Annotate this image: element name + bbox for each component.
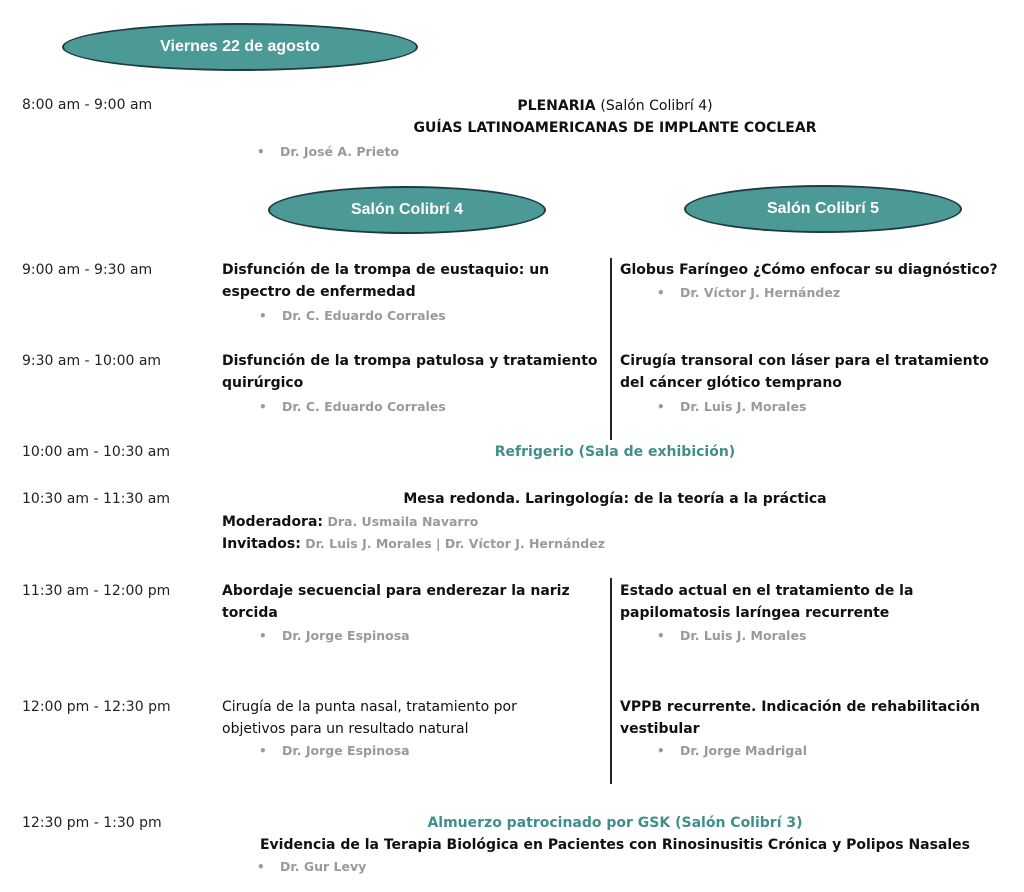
block1-left-title: Disfunción de la trompa de eustaquio: un espectro de enfermedad xyxy=(222,262,550,300)
bullet-icon: • xyxy=(259,629,267,643)
block2-right-speaker: Dr. Luis J. Morales xyxy=(680,399,807,414)
block3-right-speaker: Dr. Luis J. Morales xyxy=(680,628,807,643)
block3-left-speaker: Dr. Jorge Espinosa xyxy=(282,628,410,643)
block3-left-title: Abordaje secuencial para enderezar la nariz torcida xyxy=(222,583,570,621)
block2-left-speaker: Dr. C. Eduardo Corrales xyxy=(282,399,446,414)
bullet-icon: • xyxy=(657,400,665,414)
plenary-speaker: Dr. José A. Prieto xyxy=(280,144,400,159)
column-divider xyxy=(610,578,612,784)
block2-right-title: Cirugía transoral con láser para el tratamiento del cáncer glótico temprano xyxy=(620,353,989,391)
time-plenary: 8:00 am - 9:00 am xyxy=(22,97,153,113)
block1-left-speaker: Dr. C. Eduardo Corrales xyxy=(282,308,446,323)
block2-left-title: Disfunción de la trompa patulosa y tratamiento quirúrgico xyxy=(222,353,598,391)
time-roundtable: 10:30 am - 11:30 am xyxy=(22,491,170,507)
bullet-icon: • xyxy=(657,629,665,643)
time-break: 10:00 am - 10:30 am xyxy=(22,444,170,460)
block4-right-speaker-line xyxy=(620,743,807,758)
day-header-badge xyxy=(62,23,418,71)
block4-right-title: VPPB recurrente. Indicación de rehabilitación vestibular xyxy=(620,699,980,737)
break-label: Refrigerio (Sala de exhibición) xyxy=(494,444,736,460)
plenary-room: (Salón Colibrí 4) xyxy=(600,98,713,114)
block1-right-speaker: Dr. Víctor J. Hernández xyxy=(680,285,841,300)
block1-right-title: Globus Faríngeo ¿Cómo enfocar su diagnóstico? xyxy=(620,262,998,278)
guests-names: Dr. Luis J. Morales | Dr. Víctor J. Hernández xyxy=(305,536,606,551)
room-header-left xyxy=(268,186,546,234)
lunch-label: Almuerzo patrocinado por GSK (Salón Colibrí 3) xyxy=(427,815,803,831)
bullet-icon: • xyxy=(259,400,267,414)
roundtable-title: Mesa redonda. Laringología: de la teoría a la práctica xyxy=(403,491,827,507)
bullet-icon: • xyxy=(259,309,267,323)
block3-right-speaker-line xyxy=(620,628,806,643)
bullet-icon: • xyxy=(259,744,267,758)
block3-right-title: Estado actual en el tratamiento de la papilomatosis laríngea recurrente xyxy=(620,583,914,621)
plenary-title: GUÍAS LATINOAMERICANAS DE IMPLANTE COCLEAR xyxy=(413,120,817,136)
moderator-name: Dra. Usmaila Navarro xyxy=(327,514,479,529)
time-block1: 9:00 am - 9:30 am xyxy=(22,262,153,278)
plenary-label: PLENARIA xyxy=(517,98,596,114)
block1-right-speaker-line xyxy=(620,285,840,300)
room-header-right xyxy=(684,185,962,233)
block4-left-title: Cirugía de la punta nasal, tratamiento por objetivos para un resultado natural xyxy=(222,699,517,737)
block1-left-speaker-line xyxy=(222,308,446,323)
lunch-speaker-line xyxy=(220,859,366,874)
day-label: Viernes 22 de agosto xyxy=(160,38,320,55)
roundtable-moderator-line xyxy=(222,511,478,533)
room-right-label: Salón Colibrí 5 xyxy=(766,200,879,217)
lunch-title: Evidencia de la Terapia Biológica en Pacientes con Rinosinusitis Crónica y Polipos Nasales xyxy=(259,837,971,853)
block2-right-speaker-line xyxy=(620,399,806,414)
plenary-heading xyxy=(220,95,1010,117)
time-block2: 9:30 am - 10:00 am xyxy=(22,353,162,369)
room-left-label: Salón Colibrí 4 xyxy=(350,201,463,218)
time-block3: 11:30 am - 12:00 pm xyxy=(22,583,171,599)
time-block4: 12:00 pm - 12:30 pm xyxy=(22,699,171,715)
bullet-icon: • xyxy=(657,744,665,758)
guests-label: Invitados: xyxy=(222,536,301,552)
lunch-speaker: Dr. Gur Levy xyxy=(280,859,367,874)
bullet-icon: • xyxy=(257,145,265,159)
block3-left-speaker-line xyxy=(222,628,410,643)
block4-left-speaker-line xyxy=(222,743,410,758)
block4-right-speaker: Dr. Jorge Madrigal xyxy=(680,743,807,758)
plenary-speaker-line xyxy=(220,144,399,159)
moderator-label: Moderadora: xyxy=(222,514,324,530)
roundtable-guests-line xyxy=(222,533,605,555)
time-lunch: 12:30 pm - 1:30 pm xyxy=(22,815,162,831)
bullet-icon: • xyxy=(257,860,265,874)
block4-left-speaker: Dr. Jorge Espinosa xyxy=(282,743,410,758)
bullet-icon: • xyxy=(657,286,665,300)
block2-left-speaker-line xyxy=(222,399,446,414)
column-divider xyxy=(610,258,612,440)
